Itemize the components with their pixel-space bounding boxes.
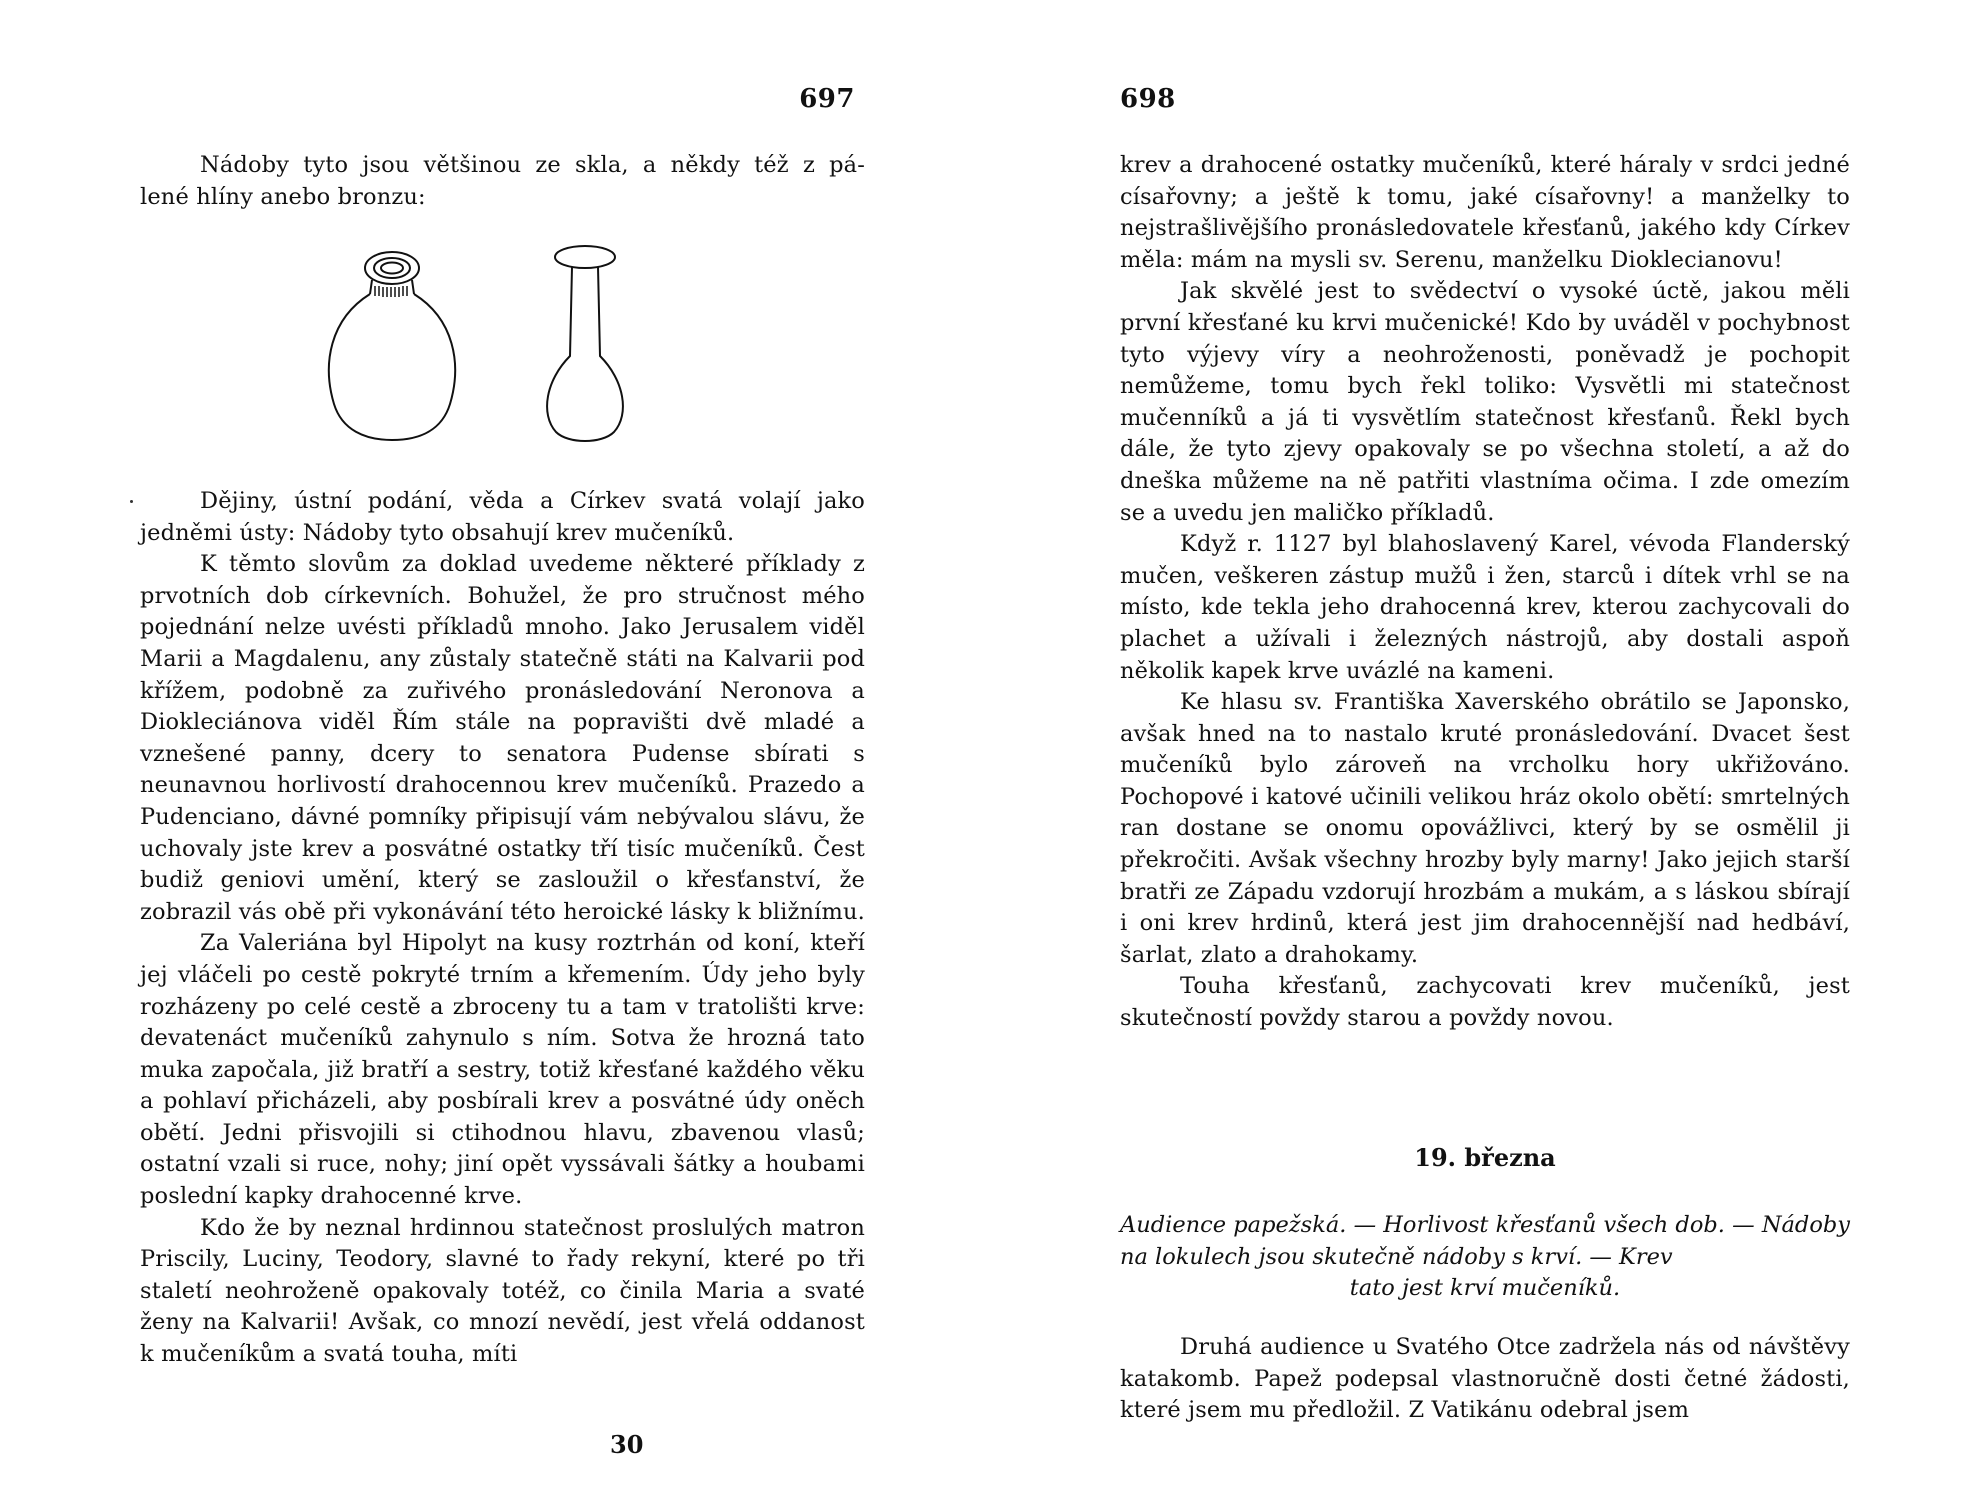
left-paragraph-3: Za Valeriána byl Hipolyt na kusy roztrhán od koní, kteří jej vláčeli po cestě pokryté trním a křemením. Údy jeho byly rozházeny po celé cestě a zbroceny tu a tam v tratolišti krve: devatenáct mučeníků zahynulo s ním. Sotva že hrozná tato muka započala, již bratří a sestry, totiž křesťané každého věku a pohlaví přicházeli, aby posbírali krev a posvátné údy oněch obětí. Jedni přisvojili si ctihodnou hlavu, zbavenou vlasů; ostatní vzali si ruce, nohy; jiní opět vyssávali šátky a houbami poslední kapky drahocenné krve. [140, 930, 865, 1210]
right-page [1120, 0, 1850, 1501]
flask-vessel-icon [547, 246, 623, 441]
right-paragraph-4: Ke hlasu sv. Františka Xaverského obrátilo se Japonsko, avšak hned na to nastalo kruté pronásledování. Dvacet šest mučeníků bylo zároveň na vrcholku hory ukřižováno. Pochopové i katové učinili velikou hráz okolo obětí: smrtelných ran dostane se onomu opovážlivci, který by se osmělil ji překročiti. Avšak všechny hrozby byly marny! Jako jejich starší bratři ze Západu vzdorují hrozbám a mukám, a s láskou sbírají i oni krev hrdinů, která jest jim drahocennější nad hedbáví, šarlat, zlato a drahokamy. [1120, 689, 1850, 968]
left-paragraph-2: K těmto slovům za doklad uvedeme některé příklady z prvotních dob církevních. Bohužel, že pro stručnost mého pojednání nelze uvésti příkladů mnoho. Jako Jerusalem viděl Marii a Magdalenu, any zůstaly statečně státi na Kalvarii pod křížem, podobně za zuřivého pronásledování Neronova a Diokleciánova viděl Řím stále na popravišti dvě mladé a vznešené panny, dcery to senatora Pudense sbírati s neunavnou horlivostí drahocennou krev mučeníků. Prazedo a Pudenciano, dávné pomníky připisují vám nebývalou slávu, že uchovaly jste krev a posvátné ostatky tří tisíc mučeníků. Čest budiž geniovi umění, který se zasloužil o křesťanství, že zobrazil vás obě při vykonávání této heroické lásky k bližnímu. [140, 551, 865, 925]
left-paragraph-1: Dějiny, ústní podání, věda a Církev svatá volají jako jedněmi ústy: Nádoby tyto obsahují krev mučeníků. [140, 488, 865, 546]
summary-line-2: tato jest krví mučeníků. [1349, 1275, 1621, 1302]
left-body-text [140, 486, 865, 1371]
intro-line-2: lené hlíny anebo bronzu: [140, 183, 426, 210]
left-paragraph-4: Kdo že by neznal hrdinnou statečnost proslulých matron Priscily, Luciny, Teodory, slavné to řady rekyní, které po tři staletí neohroženě opakovaly totéž, co činila Maria a svaté ženy na Kalvarii! Avšak, co mnozí nevědí, jest vřelá oddanost k mučeníkům a svatá touha, míti [140, 1214, 865, 1368]
summary-line-1: Audience papežská. — Horlivost křesťanů všech dob. — Nádoby na lokulech jsou skutečně nádoby s krví. — Krev [1120, 1212, 1850, 1270]
glass-vessels-illustration [320, 244, 650, 454]
jug-vessel-icon [329, 252, 455, 440]
chapter-summary [1120, 1210, 1850, 1305]
right-final-paragraph: Druhá audience u Svatého Otce zadržela nás od návštěvy katakomb. Papež podepsal vlastnoručně dosti četné žádosti, které jsem mu předložil. Z Vatikánu odebral jsem [1120, 1334, 1850, 1424]
left-page [140, 0, 865, 1501]
intro-line-1: Nádoby tyto jsou většinou ze skla, a někdy též z pá- [200, 152, 865, 178]
page-number-right: 698 [1120, 84, 1176, 114]
right-paragraph-3: Když r. 1127 byl blahoslavený Karel, vévoda Flanderský mučen, veškeren zástup mužů i žen, starců i dítek vrhl se na místo, kde tekla jeho drahocenná krev, kterou zachycovali do plachet a užívali i železných nástrojů, aby dostali aspoň několik kapek krve uvázlé na kameni. [1120, 531, 1850, 684]
right-paragraph-5: Touha křesťanů, zachycovati krev mučeníků, jest skutečností povždy starou a povždy novou. [1120, 973, 1850, 1032]
right-paragraph-1: krev a drahocené ostatky mučeníků, které háraly v srdci jedné císařovny; a ještě k tomu, jaké císařovny! a manželky to nejstrašlivějšího pronásledovatele křesťanů, jakého kdy Církev měla: mám na mysli sv. Serenu, manželku Dioklecianovu! [1120, 152, 1850, 273]
glass-vessels-icon [320, 244, 650, 454]
right-body-text [1120, 150, 1850, 1035]
print-speck [130, 500, 133, 503]
signature-mark: 30 [610, 1430, 644, 1459]
section-heading: 19. března [1414, 1143, 1556, 1172]
intro-text [140, 150, 865, 213]
page-number-left: 697 [799, 84, 855, 114]
final-paragraph-text [1120, 1332, 1850, 1427]
right-paragraph-2: Jak skvělé jest to svědectví o vysoké úctě, jakou měli první křesťané ku krvi mučenické! Kdo by uváděl v pochybnost tyto výjevy víry a neohroženosti, poněvadž je pochopit nemůžeme, tomu bych řekl toliko: Vysvětli mi statečnost mučenníků a já ti vysvětlím statečnost křesťanů. Řekl bych dále, že tyto zjevy opakovaly se po všechna století, a až do dneška můžeme na ně patřiti vlastníma očima. I zde omezím se a uvedu jen maličko příkladů. [1120, 278, 1850, 526]
